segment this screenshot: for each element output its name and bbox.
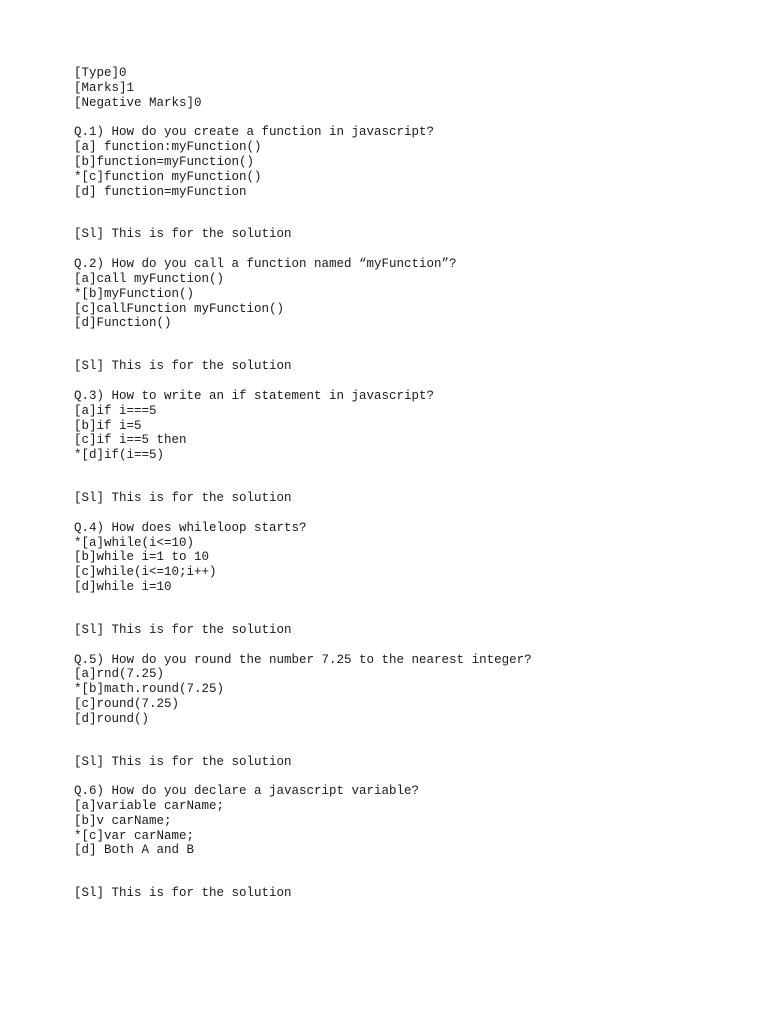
option-d: [d]round(): [74, 711, 150, 726]
option-b: [b]function=myFunction(): [74, 154, 255, 169]
solution-line: [Sl] This is for the solution: [74, 490, 292, 505]
question-text: Q.3) How to write an if statement in javascript?: [74, 388, 435, 403]
solution-line: [Sl] This is for the solution: [74, 886, 292, 901]
solution-line: [Sl] This is for the solution: [74, 754, 292, 769]
option-c: [c]if i==5 then: [74, 433, 187, 448]
question-text: Q.4) How does whileloop starts?: [74, 520, 307, 535]
question-block: [74, 125, 744, 242]
option-d: [d] function=myFunction: [74, 184, 247, 199]
option-a: [a]if i===5: [74, 403, 157, 418]
option-c: *[c]var carName;: [74, 828, 195, 843]
option-c: [c]callFunction myFunction(): [74, 301, 285, 316]
question-text: Q.1) How do you create a function in javascript?: [74, 125, 435, 140]
solution-line: [Sl] This is for the solution: [74, 622, 292, 637]
type-line: [Type]0: [74, 66, 127, 80]
option-c: [c]round(7.25): [74, 696, 180, 711]
option-d: [d] Both A and B: [74, 843, 195, 858]
question-text: Q.5) How do you round the number 7.25 to the nearest integer?: [74, 652, 532, 667]
question-block: [74, 521, 744, 638]
solution-line: [Sl] This is for the solution: [74, 359, 292, 374]
option-b: *[b]math.round(7.25): [74, 682, 225, 697]
question-bank-header: [74, 66, 744, 110]
option-c: *[c]function myFunction(): [74, 169, 262, 184]
option-b: *[b]myFunction(): [74, 286, 195, 301]
question-block: [74, 257, 744, 374]
option-a: *[a]while(i<=10): [74, 535, 195, 550]
option-b: [b]v carName;: [74, 813, 172, 828]
question-block: [74, 653, 744, 770]
negative-marks-line: [Negative Marks]0: [74, 95, 202, 110]
option-a: [a]call myFunction(): [74, 271, 225, 286]
option-c: [c]while(i<=10;i++): [74, 565, 217, 580]
option-b: [b]while i=1 to 10: [74, 550, 210, 565]
question-block: [74, 389, 744, 506]
question-text: Q.2) How do you call a function named “myFunction”?: [74, 257, 457, 272]
solution-line: [Sl] This is for the solution: [74, 227, 292, 242]
option-a: [a]rnd(7.25): [74, 667, 165, 682]
option-b: [b]if i=5: [74, 418, 142, 433]
option-a: [a] function:myFunction(): [74, 140, 262, 155]
option-d: *[d]if(i==5): [74, 448, 165, 463]
option-a: [a]variable carName;: [74, 799, 225, 814]
question-text: Q.6) How do you declare a javascript variable?: [74, 784, 420, 799]
question-block: [74, 784, 744, 901]
option-d: [d]while i=10: [74, 579, 172, 594]
option-d: [d]Function(): [74, 316, 172, 331]
marks-line: [Marks]1: [74, 80, 135, 95]
document-page: [74, 66, 744, 901]
